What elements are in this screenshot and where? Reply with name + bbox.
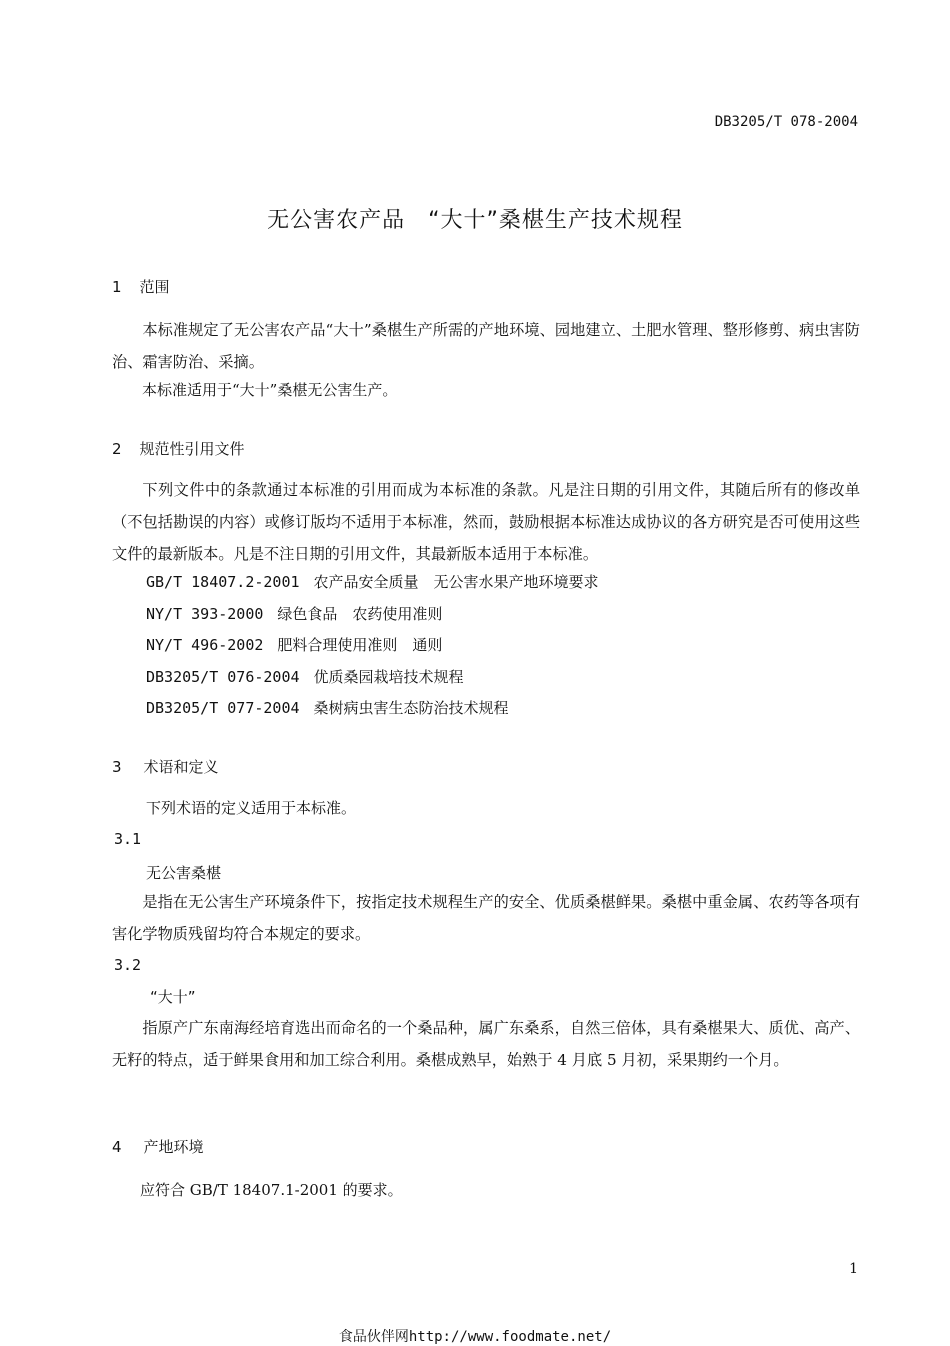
reference-code: DB3205/T 076-2004: [146, 668, 300, 686]
section-number: 1: [112, 278, 122, 296]
reference-title: 绿色食品 农药使用准则: [277, 605, 443, 623]
reference-item: [146, 629, 442, 662]
reference-code: GB/T 18407.2-2001: [146, 573, 300, 591]
reference-title: 桑树病虫害生态防治技术规程: [313, 699, 509, 717]
reference-item: [146, 598, 442, 631]
section-3-paragraph-1: 下列术语的定义适用于本标准。: [146, 799, 357, 817]
section-3-heading: [112, 756, 219, 777]
section-1-paragraph-2: 本标准适用于“大十”桑椹无公害生产。: [142, 381, 398, 399]
section-2-paragraph-1: 下列文件中的条款通过本标准的引用而成为本标准的条款。凡是注日期的引用文件，其随后所有的修改单（不包括勘误的内容）或修订版均不适用于本标准，然而，鼓励根据本标准达成协议的各方研究是否可使用这些文件的最新版本。凡是不注日期的引用文件，其最新版本适用于本标准。: [112, 481, 860, 563]
section-1-paragraph-1: 本标准规定了无公害农产品“大十”桑椹生产所需的产地环境、园地建立、土肥水管理、整形修剪、病虫害防治、霜害防治、采摘。: [112, 321, 860, 371]
section-title: 产地环境: [143, 1138, 204, 1156]
footer: [0, 1326, 950, 1346]
reference-code: NY/T 393-2000: [146, 605, 264, 623]
section-title: 术语和定义: [143, 758, 219, 776]
reference-title: 优质桑园栽培技术规程: [313, 668, 464, 686]
term-number: 3.2: [114, 956, 142, 974]
term-definition: 是指在无公害生产环境条件下，按指定技术规程生产的安全、优质桑椹鲜果。桑椹中重金属、农药等各项有害化学物质残留均符合本规定的要求。: [112, 893, 860, 943]
term-number: 3.1: [114, 830, 142, 848]
footer-url[interactable]: http://www.foodmate.net/: [408, 1329, 612, 1345]
term-definition: 指原产广东南海经培育选出而命名的一个桑品种，属广东桑系，自然三倍体，具有桑椹果大、质优、高产、无籽的特点，适于鲜果食用和加工综合利用。桑椹成熟早，始熟于 4 月底 5 月初，采果期约一个月。: [112, 1019, 860, 1069]
section-number: 4: [112, 1138, 122, 1156]
section-4-paragraph-1: 应符合 GB/T 18407.1-2001 的要求。: [140, 1181, 403, 1199]
section-1-heading: [112, 276, 170, 297]
section-4-heading: [112, 1136, 204, 1157]
reference-title: 农产品安全质量 无公害水果产地环境要求: [313, 573, 599, 591]
reference-title: 肥料合理使用准则 通则: [277, 636, 443, 654]
reference-item: [146, 566, 599, 599]
reference-code: DB3205/T 077-2004: [146, 699, 300, 717]
standard-number: DB3205/T 078-2004: [714, 114, 858, 130]
section-2-heading: [112, 438, 245, 459]
section-title: 规范性引用文件: [139, 440, 245, 458]
reference-item: [146, 692, 509, 725]
page-number: 1: [849, 1261, 858, 1277]
footer-site-name: 食品伙伴网: [338, 1329, 409, 1345]
term-name: “大十”: [150, 988, 196, 1006]
reference-item: [146, 661, 464, 694]
term-name: 无公害桑椹: [146, 864, 222, 882]
reference-code: NY/T 496-2002: [146, 636, 264, 654]
section-title: 范围: [139, 278, 170, 296]
section-number: 2: [112, 440, 122, 458]
document-title: 无公害农产品 “大十”桑椹生产技术规程: [267, 208, 683, 233]
section-number: 3: [112, 758, 122, 776]
